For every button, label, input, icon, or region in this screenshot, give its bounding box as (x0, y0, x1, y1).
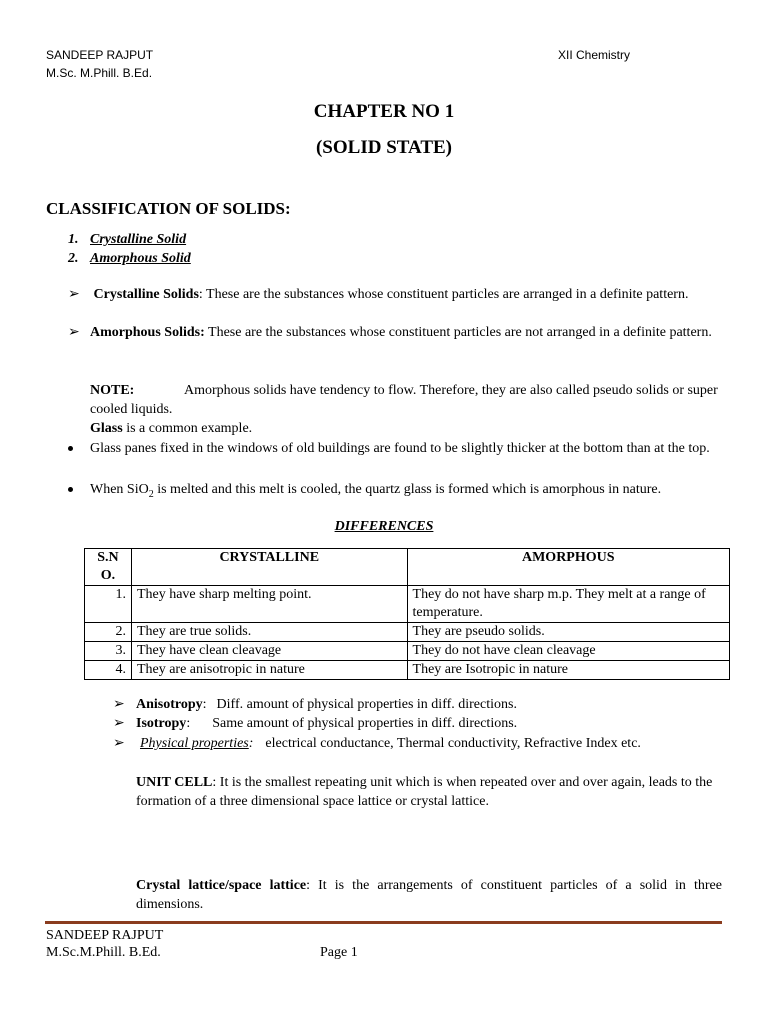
note-text: Amorphous solids have tendency to flow. Therefore, they are also called pseudo solids or super cooled liquids. (90, 383, 718, 417)
property-sep: : (202, 697, 207, 712)
row-amorphous: They are Isotropic in nature (407, 661, 729, 680)
crystal-lattice-text: : It is the arrangements of constituent particles of a solid in three dimensions. (136, 878, 722, 912)
property-physical (140, 734, 641, 753)
row-crystalline: They are anisotropic in nature (131, 661, 407, 680)
arrow-bullet-icon: ➢ (68, 325, 80, 340)
glass-text: is a common example. (122, 421, 253, 436)
footer-page-number: Page 1 (320, 945, 358, 960)
definition-text: These are the substances whose constituent particles are arranged in a definite pattern. (202, 287, 689, 302)
arrow-bullet-icon: ➢ (113, 697, 125, 712)
header-author: SANDEEP RAJPUT (46, 48, 154, 62)
note-paragraph (90, 381, 722, 419)
row-amorphous: They do not have clean cleavage (407, 642, 729, 661)
property-term: Anisotropy (136, 697, 203, 712)
row-crystalline: They have sharp melting point. (131, 586, 407, 623)
item-number: 1. (68, 232, 79, 247)
table-row (85, 642, 730, 661)
crystal-lattice-term: Crystal lattice/space lattice (136, 878, 307, 893)
bullet-dot-icon (68, 446, 73, 451)
sio2-subscript: 2 (148, 488, 154, 500)
row-sno: 2. (85, 623, 132, 642)
unit-cell-text: : It is the smallest repeating unit which is when repeated over and over again, leads to the formation of a three dimensional space lattice or crystal lattice. (136, 775, 713, 809)
row-amorphous: They do not have sharp m.p. They melt at a range of temperature. (407, 586, 729, 623)
column-header-crystalline: CRYSTALLINE (131, 549, 407, 586)
row-sno: 3. (85, 642, 132, 661)
property-sep: : (248, 736, 254, 751)
item-label: Amorphous Solid (90, 251, 191, 266)
glass-line (90, 419, 252, 438)
property-text: Same amount of physical properties in diff. directions. (212, 716, 518, 731)
chapter-name: (SOLID STATE) (315, 137, 453, 158)
property-isotropy (136, 714, 517, 733)
unit-cell-term: UNIT CELL (136, 775, 213, 790)
arrow-bullet-icon: ➢ (113, 736, 125, 751)
footer-rule (45, 921, 722, 924)
arrow-bullet-icon: ➢ (113, 716, 125, 731)
property-text: Diff. amount of physical properties in diff. directions. (216, 697, 517, 712)
note-label: NOTE: (90, 383, 135, 398)
column-header-sno: S.N O. (85, 549, 132, 586)
header-qualification: M.Sc. M.Phill. B.Ed. (46, 66, 153, 80)
chapter-number: CHAPTER NO 1 (313, 101, 455, 122)
classification-heading: CLASSIFICATION OF SOLIDS: (46, 199, 291, 218)
differences-table (84, 548, 730, 680)
note-bullet: Glass panes fixed in the windows of old buildings are found to be slightly thicker at the bottom than at the top. (90, 441, 710, 456)
table-row (85, 661, 730, 680)
bullet-dot-icon (68, 487, 73, 492)
differences-heading: DIFFERENCES (334, 519, 434, 534)
column-header-amorphous: AMORPHOUS (407, 549, 729, 586)
footer-author: SANDEEP RAJPUT (46, 928, 164, 943)
arrow-bullet-icon: ➢ (68, 287, 80, 302)
classification-item (68, 230, 186, 249)
row-sno: 1. (85, 586, 132, 623)
property-sep: : (186, 716, 191, 731)
table-row (85, 586, 730, 623)
sio2-text: When SiO (90, 482, 149, 497)
table-header-row (85, 549, 730, 586)
item-label: Crystalline Solid (90, 232, 187, 247)
header-subject: XII Chemistry (558, 48, 631, 62)
property-term: Isotropy (136, 716, 187, 731)
table-row (85, 623, 730, 642)
definition-amorphous (90, 323, 722, 342)
definition-term: Amorphous Solids: (90, 325, 205, 340)
classification-item (68, 249, 191, 268)
definition-crystalline (90, 285, 722, 304)
property-text: electrical conductance, Thermal conductivity, Refractive Index etc. (265, 736, 641, 751)
property-anisotropy (136, 695, 517, 714)
definition-term: Crystalline Solids (93, 287, 199, 302)
sio2-text-rest: is melted and this melt is cooled, the quartz glass is formed which is amorphous in nature. (153, 482, 662, 497)
item-number: 2. (68, 251, 79, 266)
definition-text: These are the substances whose constituent particles are not arranged in a definite pattern. (204, 325, 712, 340)
row-crystalline: They have clean cleavage (131, 642, 407, 661)
definition-sep: : (198, 287, 203, 302)
row-amorphous: They are pseudo solids. (407, 623, 729, 642)
note-bullet-sio2 (90, 480, 730, 504)
property-term: Physical properties (140, 736, 249, 751)
footer-qualification: M.Sc.M.Phill. B.Ed. (46, 945, 161, 960)
crystal-lattice-paragraph (136, 876, 722, 914)
row-sno: 4. (85, 661, 132, 680)
unit-cell-paragraph (136, 773, 722, 811)
row-crystalline: They are true solids. (131, 623, 407, 642)
glass-term: Glass (90, 421, 123, 436)
